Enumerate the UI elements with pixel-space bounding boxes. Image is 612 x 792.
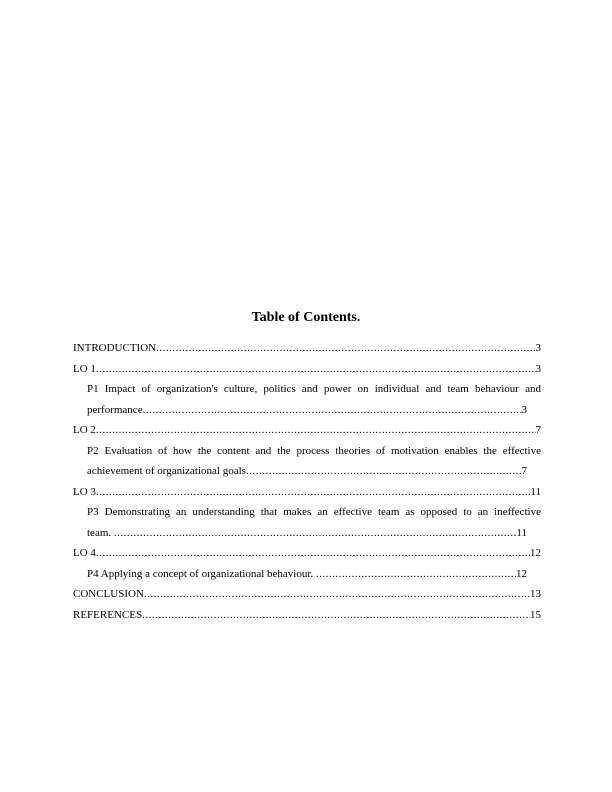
toc-page-number: 15 [530,608,541,621]
toc-entry-p4[interactable] [73,564,541,585]
dot-leader [96,359,536,380]
toc-entry-label: P4 Applying a concept of organizational behaviour. [87,567,316,580]
toc-entry-lo2[interactable] [73,420,541,441]
table-of-contents [73,338,541,625]
toc-entry-lo4[interactable] [73,543,541,564]
toc-entry-lo3[interactable] [73,482,541,503]
toc-entry-lo1[interactable] [73,359,541,380]
toc-entry-label: REFERENCES [73,608,143,621]
toc-entry-p1[interactable] [73,379,541,420]
toc-title: Table of Contents. [251,310,361,325]
toc-page-number: 7 [521,465,527,477]
dot-leader [316,564,516,585]
dot-leader [144,584,530,605]
toc-page-number: 13 [530,588,541,600]
toc-page-number: 12 [516,567,527,580]
toc-entry-p2[interactable] [73,441,541,482]
dot-leader [96,482,530,503]
toc-page-number: 12 [530,547,541,559]
toc-entry-label: INTRODUCTION [73,342,157,354]
toc-entry-label-line1: P1 Impact of organization's culture, politics and power on individual and team behaviour and [87,383,541,395]
toc-page-number: 3 [521,403,527,416]
dot-leader [96,420,536,441]
toc-entry-label-line2: achievement of organizational goals [87,465,246,477]
toc-page-number: 11 [516,526,527,539]
dot-leader [142,605,530,626]
toc-page-number: 3 [535,342,541,354]
dot-leader [143,400,522,421]
toc-entry-label: LO 2 [73,424,96,436]
dot-leader [96,543,530,564]
toc-entry-introduction[interactable] [73,338,541,359]
toc-page-number: 3 [535,362,541,375]
toc-page-number: 11 [530,485,541,498]
toc-entry-label-line1: P3 Demonstrating an understanding that makes an effective team as opposed to an ineffective [87,506,541,518]
toc-page-number: 7 [535,424,541,436]
dot-leader [246,461,522,482]
toc-entry-conclusion[interactable] [73,584,541,605]
toc-entry-label-line2: performance [87,403,143,416]
toc-entry-label-line1: P2 Evaluation of how the content and the process theories of motivation enables the effective [87,444,541,457]
toc-entry-label: CONCLUSION [73,588,144,600]
toc-entry-p3[interactable] [73,502,541,543]
toc-entry-label: LO 4 [73,547,96,559]
toc-entry-label-line2: team. [87,526,114,539]
toc-entry-label: LO 1 [73,362,96,375]
toc-entry-label: LO 3 [73,485,96,498]
toc-entry-references[interactable] [73,605,541,626]
dot-leader [114,523,517,544]
dot-leader [156,338,535,359]
